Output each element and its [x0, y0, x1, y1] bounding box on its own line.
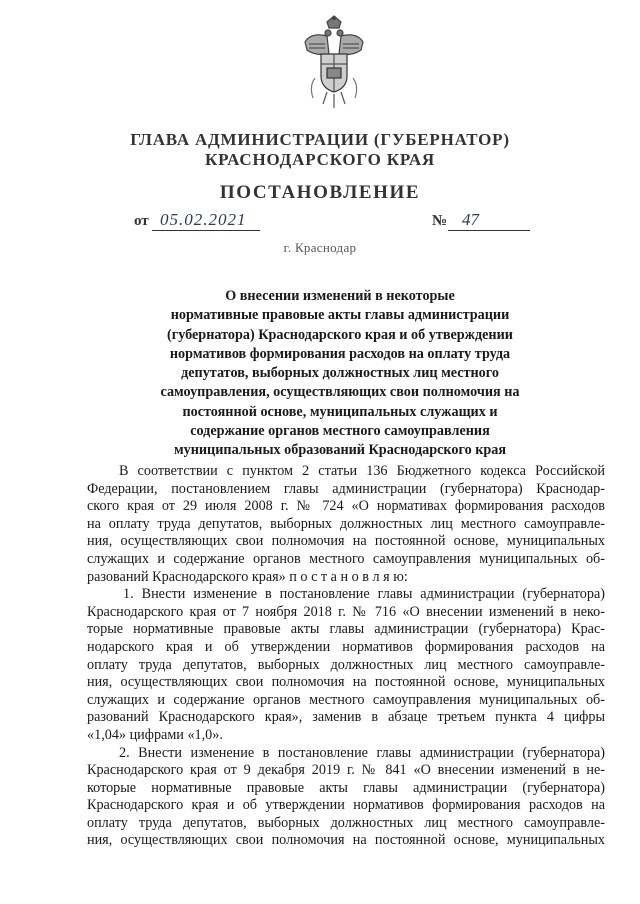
- authority-title-line2: КРАСНОДАРСКОГО КРАЯ: [205, 150, 435, 169]
- document-title: [150, 287, 530, 461]
- document-type: ПОСТАНОВЛЕНИЕ: [219, 182, 421, 203]
- body-line: разований Краснодарского края» п о с т а н о в л я ю:: [87, 568, 408, 585]
- title-line: постоянной основе, муниципальных служащих и: [182, 403, 498, 420]
- body-line: Краснодарского края от 9 декабря 2019 г. № 841 «О внесении изменений в не-: [87, 762, 605, 779]
- number-value: 47: [462, 210, 479, 229]
- body-line: ния, осуществляющих свои полномочия на постоянной основе, муниципальных: [87, 832, 605, 849]
- body-line: Краснодарского края и об утверждении нормативов формирования расходов на: [87, 797, 605, 814]
- title-line: (губернатора) Краснодарского края и об утверждении: [167, 326, 513, 343]
- body-line: Федерации, постановлением главы администрации (губернатора) Краснодар-: [87, 480, 605, 497]
- body-line: ского края от 29 июля 2008 г. № 724 «О нормативах формирования расходов: [87, 498, 605, 515]
- title-line: депутатов, выборных должностных лиц местного: [181, 365, 499, 382]
- date-label: от: [134, 213, 149, 229]
- body-line: «1,04» цифрами «1,0».: [87, 726, 223, 743]
- number-label: №: [432, 213, 448, 229]
- body-line: В соответствии с пунктом 2 статьи 136 Бюджетного кодекса Российской: [119, 463, 605, 479]
- body-line: торые нормативные правовые акты главы администрации (губернатора) Крас-: [87, 621, 605, 638]
- title-line: муниципальных образований Краснодарского края: [173, 442, 507, 459]
- body-line: разований Краснодарского края», заменив в абзаце третьем пункта 4 цифры: [87, 709, 605, 726]
- date-value: 05.02.2021: [160, 210, 247, 229]
- coat-of-arms-icon: [297, 14, 371, 110]
- authority-title-line1: ГЛАВА АДМИНИСТРАЦИИ (ГУБЕРНАТОР): [130, 130, 510, 149]
- body-line: служащих и содержание органов местного самоуправления муниципальных об-: [87, 550, 605, 567]
- body-line: оплату труда депутатов, выборных должностных лиц местного самоуправле-: [87, 814, 605, 831]
- body-line: служащих и содержание органов местного самоуправления муниципальных об-: [87, 691, 605, 708]
- body-line: на оплату труда депутатов, выборных должностных лиц местного самоуправле-: [87, 515, 605, 532]
- body-line: оплату труда депутатов, выборных должностных лиц местного самоуправле-: [87, 656, 605, 673]
- body-line: 2. Внести изменение в постановление главы администрации (губернатора): [119, 744, 605, 761]
- body-line: ния, осуществляющих свои полномочия на постоянной основе, муниципальных: [87, 674, 605, 691]
- body-line: ния, осуществляющих свои полномочия на постоянной основе, муниципальных: [87, 533, 605, 550]
- body-line: 1. Внести изменение в постановление главы администрации (губернатора): [123, 586, 605, 603]
- document-body: [87, 463, 605, 850]
- date-number-row: [0, 210, 640, 236]
- body-line: Краснодарского края от 7 ноября 2018 г. № 716 «О внесении изменений в неко-: [87, 603, 605, 620]
- title-line: О внесении изменений в некоторые: [225, 288, 455, 304]
- body-line: которые нормативные правовые акты главы администрации (губернатора): [87, 779, 605, 796]
- city: г. Краснодар: [283, 240, 357, 255]
- title-line: нормативные правовые акты главы администрации: [170, 307, 510, 324]
- title-line: самоуправления, осуществляющих свои полномочия на: [160, 384, 520, 401]
- title-line: содержание органов местного самоуправления: [190, 423, 490, 440]
- body-line: нодарского края и об утверждении нормативов формирования расходов на: [87, 638, 605, 655]
- title-line: нормативов формирования расходов на оплату труда: [169, 345, 511, 362]
- number-underline: [448, 230, 530, 231]
- date-underline: [152, 230, 260, 231]
